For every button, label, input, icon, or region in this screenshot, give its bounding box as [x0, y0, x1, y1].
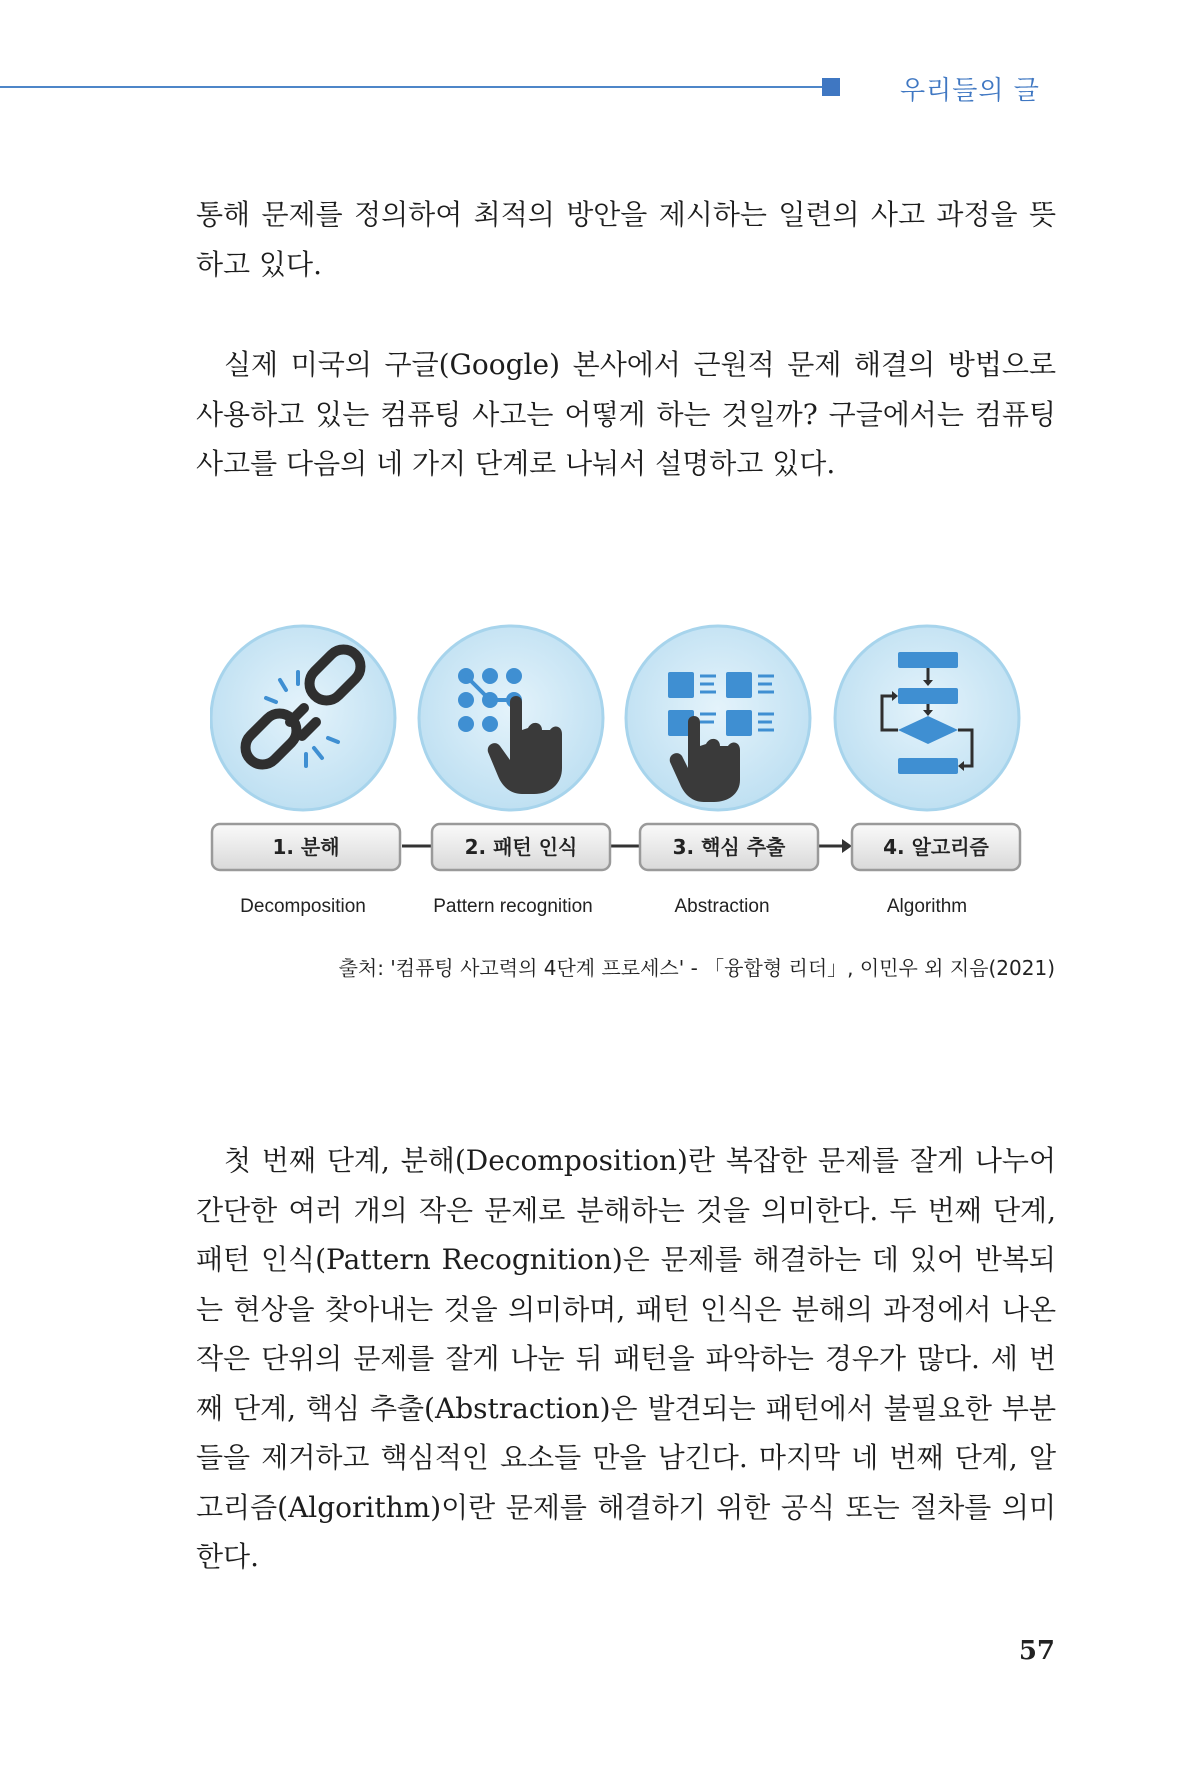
running-title: 우리들의 글 [900, 76, 1040, 106]
step-3-label: 3. 핵심 추출 [672, 835, 786, 859]
step-4-label: 4. 알고리즘 [883, 835, 989, 859]
header-square [822, 78, 840, 96]
step-4-english: Algorithm [886, 896, 968, 917]
step-1-label: 1. 분해 [272, 835, 340, 859]
step-3 [626, 626, 818, 917]
figure-caption: 출처: '컴퓨팅 사고력의 4단계 프로세스' - 「융합형 리더」, 이민우 외 지음(2021) [338, 956, 1055, 980]
header-rule [0, 86, 822, 88]
step-2-english: Pattern recognition [433, 896, 593, 917]
paragraph-3: 첫 번째 단계, 분해(Decomposition)란 복잡한 문제를 잘게 나누어 간단한 여러 개의 작은 문제로 분해하는 것을 의미한다. 두 번째 단계, 패턴 인식(Pattern Recognition)은 문제를 해결하는 데 있어 반복되는 현상을 찾아내는 것을 의미하며, 패턴 인식은 분해의 과정에서 나온 작은 단위의 문제를 잘게 나눈 뒤 패턴을 파악하는 경우가 많다. 세 번째 단계, 핵심 추출(Abstraction)은 발견되는 패턴에서 불필요한 부분들을 제거하고 핵심적인 요소들 만을 남긴다. 마지막 네 번째 단계, 알고리즘(Algorithm)이란 문제를 해결하기 위한 공식 또는 절차를 의미한다. [196, 1144, 1056, 1573]
computational-thinking-figure [210, 618, 1060, 928]
paragraph-2: 실제 미국의 구글(Google) 본사에서 근원적 문제 해결의 방법으로 사용하고 있는 컴퓨팅 사고는 어떻게 하는 것일까? 구글에서는 컴퓨팅 사고를 다음의 네 가지 단계로 나눠서 설명하고 있다. [196, 348, 1056, 480]
step-3-english: Abstraction [674, 896, 770, 917]
step-2 [419, 626, 610, 917]
step-1-circle [211, 626, 395, 810]
paragraph-1: 통해 문제를 정의하여 최적의 방안을 제시하는 일련의 사고 과정을 뜻하고 있다. [196, 198, 1056, 281]
step-2-label: 2. 패턴 인식 [464, 835, 578, 859]
step-1 [211, 626, 400, 917]
step-1-english: Decomposition [240, 896, 366, 917]
step-4 [835, 626, 1020, 917]
page-number: 57 [1018, 1636, 1055, 1666]
arrow-head-icon [842, 839, 852, 853]
